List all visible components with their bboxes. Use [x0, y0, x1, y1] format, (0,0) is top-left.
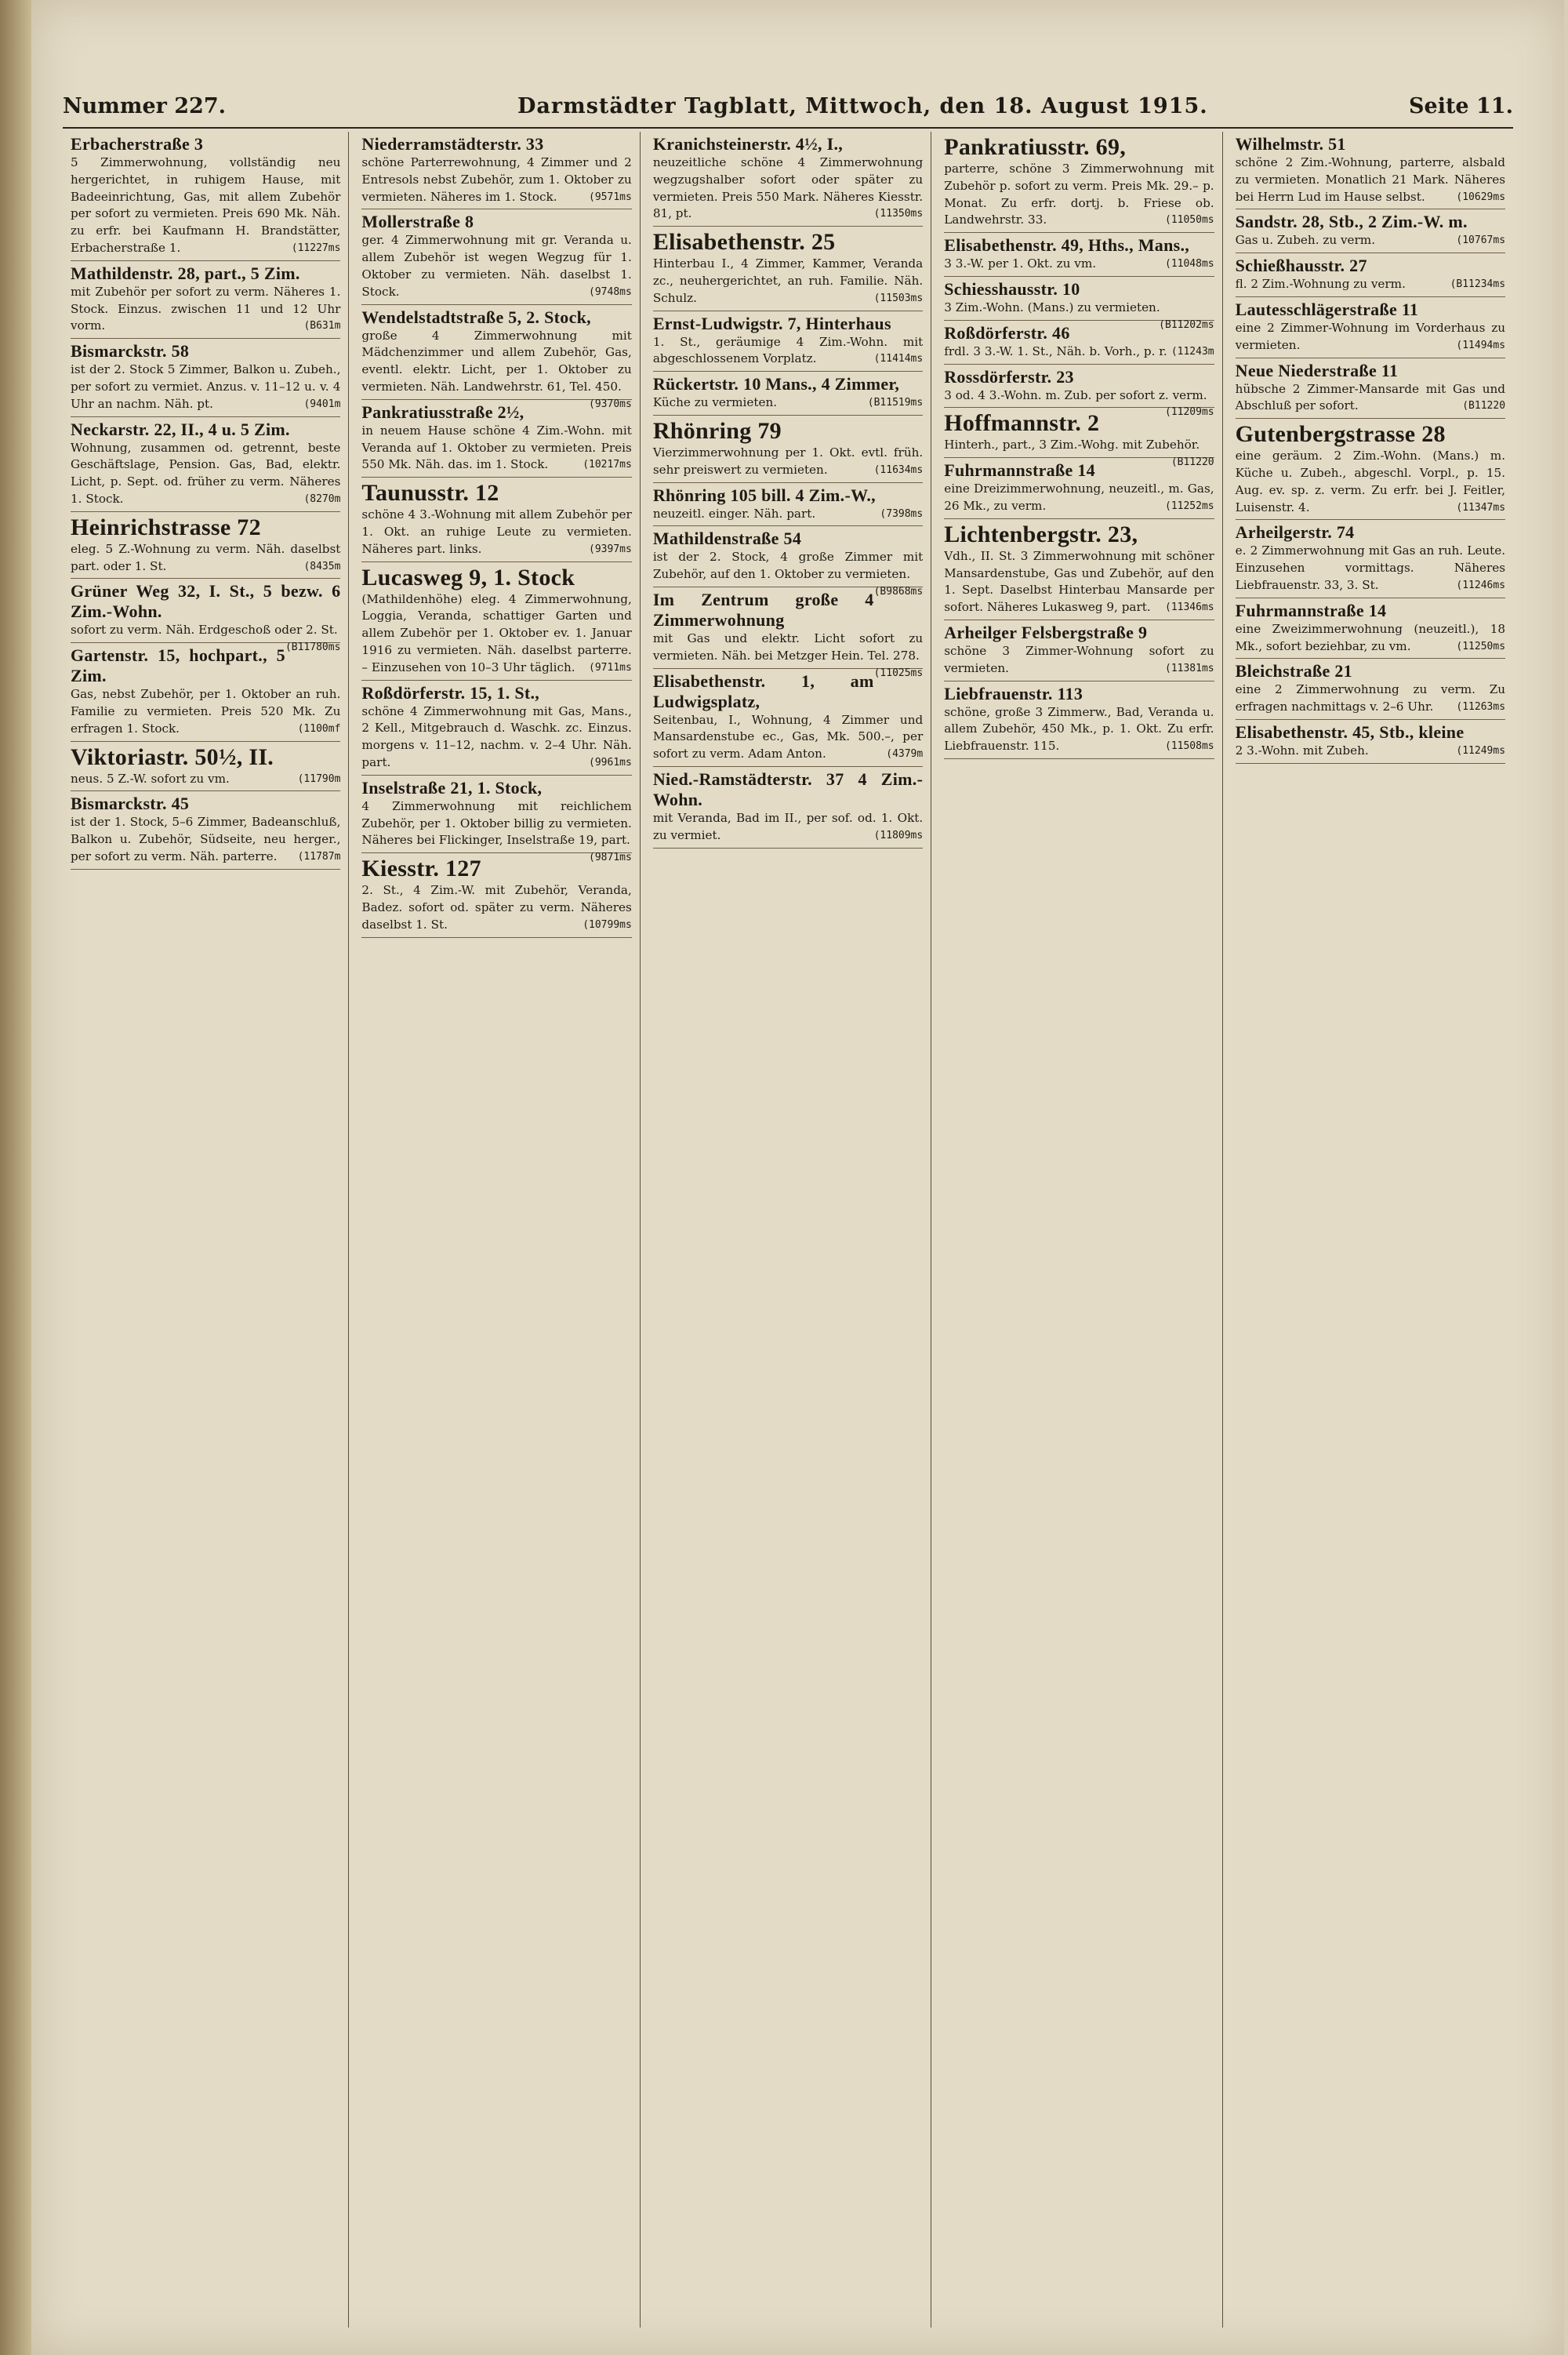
- ad-heading: Rhönring 105 bill. 4 Zim.-W.,: [652, 485, 876, 505]
- ad-text: mit Gas und elektr. Licht sofort zu vermieten. Näh. bei Metzger Hein. Tel. 278.: [652, 631, 924, 663]
- ad-text: Seitenbau, I., Wohnung, 4 Zimmer und Mansardenstube ec., Gas, Mk. 500.–, per sofort zu verm. Adam Anton.: [652, 712, 924, 761]
- ad-text: (Mathildenhöhe) eleg. 4 Zimmerwohnung, Loggia, Veranda, schattiger Garten und allem Zubehör per 1. Oktober ev. 1. Januar 1916 zu vermieten. Näh. daselbst parterre. – Einzusehen von 10–3 Uhr täglich.: [361, 591, 632, 674]
- ad-code: (10767ms: [1456, 234, 1506, 247]
- ad-heading: Neue Niederstraße 11: [1235, 360, 1399, 380]
- book-binding: [0, 0, 31, 2355]
- ad-heading: Fuhrmannstraße 14: [1235, 600, 1387, 620]
- classified-ad: [1236, 598, 1505, 660]
- classified-ad: [653, 227, 923, 311]
- ad-text: neus. 5 Z.-W. sofort zu vm.: [71, 771, 230, 786]
- ad-text: ger. 4 Zimmerwohnung mit gr. Veranda u. allem Zubehör ist wegen Wegzug für 1. Oktober zu vermieten. Näh. daselbst 1. Stock.: [361, 233, 632, 299]
- ad-heading: Viktoriastr. 50½, II.: [71, 743, 274, 770]
- ad-code: (11249ms: [1456, 744, 1506, 757]
- ad-text: eine Zweizimmerwohnung (neuzeitl.), 18 Mk., sofort beziehbar, zu vm.: [1235, 621, 1506, 653]
- ad-text: eine Dreizimmerwohnung, neuzeitl., m. Gas, 26 Mk., zu verm.: [944, 482, 1214, 513]
- ad-text: Vierzimmerwohnung per 1. Okt. evtl. früh. sehr preiswert zu vermieten.: [652, 445, 924, 477]
- ad-code: (11243m: [1171, 345, 1214, 358]
- ad-text: 3 3.-W. per 1. Okt. zu vm.: [944, 256, 1097, 271]
- ad-heading: Lautesschlägerstraße 11: [1235, 299, 1419, 319]
- ad-text: 3 Zim.-Wohn. (Mans.) zu vermieten.: [944, 300, 1160, 314]
- ad-text: mit Zubehör per sofort zu verm. Näheres 1. Stock. Einzus. zwischen 11 und 12 Uhr vorm.: [71, 284, 341, 333]
- ad-text: eleg. 5 Z.-Wohnung zu verm. Näh. daselbst part. oder 1. St.: [71, 541, 341, 573]
- classified-ad: [361, 562, 631, 681]
- ad-heading: Elisabethenstr. 25: [652, 229, 836, 256]
- ad-heading: Rückertstr. 10 Mans., 4 Zimmer,: [652, 374, 900, 394]
- ad-text: Hinterh., part., 3 Zim.-Wohg. mit Zubehör.: [944, 438, 1200, 452]
- classified-ad: [944, 681, 1214, 759]
- classified-ad: [1236, 659, 1505, 720]
- classified-ad: [71, 512, 340, 580]
- ad-code: (11246ms: [1456, 579, 1506, 591]
- ad-code: (10629ms: [1456, 191, 1506, 203]
- ad-heading: Rhönring 79: [652, 417, 782, 444]
- ad-text: schöne Parterrewohnung, 4 Zimmer und 2 Entresols nebst Zubehör, zum 1. Oktober zu vermieten. Näheres im 1. Stock.: [361, 155, 632, 204]
- ad-heading: Mathildenstraße 54: [652, 529, 802, 549]
- ad-text: schöne, große 3 Zimmerw., Bad, Veranda u. allem Zubehör, 450 Mk., p. 1. Okt. Zu erfr. Liebfrauenstr. 115.: [944, 704, 1214, 754]
- ad-code: (11508ms: [1165, 740, 1214, 753]
- ad-code: (11048ms: [1165, 258, 1214, 271]
- ad-code: (11494ms: [1456, 339, 1506, 351]
- ad-text: Wohnung, zusammen od. getrennt, beste Geschäftslage, Pension. Gas, Bad, elektr. Licht, p. Sept. od. früher zu verm. Näheres 1. Stock.: [71, 440, 341, 506]
- ad-heading: Gartenstr. 15, hochpart., 5 Zim.: [71, 645, 285, 686]
- classified-ad: [1236, 209, 1505, 253]
- ad-text: neuzeitl. einger. Näh. part.: [652, 506, 816, 521]
- column-2: [354, 132, 640, 2328]
- classified-ad: [71, 417, 340, 512]
- ad-heading: Kranichsteinerstr. 4½, I.,: [652, 134, 844, 154]
- classified-ad: [652, 526, 924, 598]
- ad-code: (11787m: [297, 850, 341, 863]
- classified-ad: [944, 132, 1214, 233]
- ad-code: (4379m: [886, 748, 924, 761]
- classified-ad: [1236, 297, 1505, 358]
- classified-ad: [944, 365, 1214, 419]
- column-4: [936, 132, 1222, 2328]
- classified-ad: [361, 132, 631, 209]
- ad-text: 2. St., 4 Zim.-W. mit Zubehör, Veranda, Badez. sofort od. später zu verm. Näheres daselbst 1. St.: [361, 883, 632, 932]
- ad-code: (9961ms: [589, 756, 632, 769]
- ad-code: (11252ms: [1165, 500, 1214, 512]
- ad-code: (B11220: [1171, 456, 1214, 469]
- classified-ad: [1236, 132, 1505, 209]
- ad-heading: Liebfrauenstr. 113: [944, 683, 1083, 703]
- ad-text: Vdh., II. St. 3 Zimmerwohnung mit schöner Mansardenstube, Gas und Zubehör, auf den 1. Sept. Daselbst Hinterbau Mansarde per sofort. Näheres Lukasweg 9, part.: [944, 548, 1214, 615]
- ad-heading: Hoffmannstr. 2: [944, 410, 1100, 437]
- ad-text: ist der 2. Stock, 4 große Zimmer mit Zubehör, auf den 1. Oktober zu vermieten.: [652, 550, 924, 582]
- ad-code: (11209ms: [1165, 406, 1214, 419]
- classified-ad: [71, 643, 340, 741]
- ad-heading: Neckarstr. 22, II., 4 u. 5 Zim.: [71, 419, 290, 439]
- ad-text: Gas u. Zubeh. zu verm.: [1235, 233, 1376, 248]
- column-1: [63, 132, 349, 2328]
- ad-heading: Bismarckstr. 58: [71, 341, 190, 362]
- ad-code: (9397ms: [589, 543, 632, 555]
- ad-code: (8270m: [303, 492, 341, 505]
- ad-text: schöne 4 3.-Wohnung mit allem Zubehör per 1. Okt. an ruhige Leute zu vermieten. Näheres part. links.: [361, 507, 632, 556]
- ad-text: mit Veranda, Bad im II., per sof. od. 1. Okt. zu vermiet.: [652, 810, 924, 842]
- ad-code: (9370ms: [589, 398, 632, 410]
- classified-ad: [71, 742, 340, 792]
- ad-code: (11790m: [297, 772, 341, 785]
- ad-text: in neuem Hause schöne 4 Zim.-Wohn. mit Veranda auf 1. Oktober zu vermieten. Preis 550 Mk. Näh. das. im 1. Stock.: [361, 423, 632, 472]
- classified-ad: [71, 579, 341, 654]
- ad-heading: Ernst-Ludwigstr. 7, Hinterhaus: [652, 313, 891, 333]
- ad-heading: Heinrichstrasse 72: [71, 514, 261, 540]
- ad-heading: Lucasweg 9, 1. Stock: [361, 564, 575, 591]
- ad-code: (11809ms: [873, 829, 924, 841]
- ad-heading: Kiesstr. 127: [361, 856, 481, 882]
- classified-ad: [1236, 720, 1505, 764]
- ad-code: (9571ms: [589, 191, 632, 203]
- ad-heading: Mollerstraße 8: [361, 212, 474, 232]
- ad-heading: Erbacherstraße 3: [71, 134, 204, 154]
- page-number: Seite 11.: [1409, 94, 1513, 118]
- ad-code: (7398ms: [880, 507, 924, 520]
- classified-ad: [1236, 520, 1505, 598]
- ad-heading: Elisabethenstr. 49, Hths., Mans.,: [944, 235, 1190, 256]
- ad-code: (B631m: [303, 320, 341, 333]
- ad-code: (8435m: [303, 560, 341, 572]
- ad-text: 1. St., geräumige 4 Zim.-Wohn. mit abgeschlossenem Vorplatz.: [652, 334, 924, 366]
- ad-text: ist der 1. Stock, 5–6 Zimmer, Badeanschluß, Balkon u. Zubehör, Südseite, neu herger., per sofort zu verm. Näh. parterre.: [71, 815, 341, 863]
- ad-text: 2 3.-Wohn. mit Zubeh.: [1235, 743, 1369, 758]
- ad-heading: Mathildenstr. 28, part., 5 Zim.: [71, 263, 300, 283]
- ad-heading: Rossdörferstr. 23: [944, 366, 1074, 387]
- ad-text: eine geräum. 2 Zim.-Wohn. (Mans.) m. Küche u. Zubeh., abgeschl. Vorpl., p. 15. Aug. ev. sp. z. verm. Zu erfr. bei J. Feitler, Luisenstr. 4.: [1235, 449, 1506, 514]
- ad-heading: Elisabethenstr. 1, am Ludwigsplatz,: [652, 671, 874, 711]
- classified-ad: [71, 791, 340, 869]
- ad-code: (9711ms: [589, 661, 632, 674]
- ad-heading: Sandstr. 28, Stb., 2 Zim.-W. m.: [1235, 212, 1468, 232]
- ad-heading: Gutenbergstrasse 28: [1235, 421, 1446, 448]
- classified-ad: [71, 339, 340, 416]
- ad-heading: Niederramstädterstr. 33: [361, 134, 544, 154]
- ad-code: (11381ms: [1165, 662, 1214, 674]
- ad-heading: Pankratiusstr. 69,: [944, 134, 1127, 160]
- ad-code: (11227ms: [291, 242, 341, 254]
- column-3: [645, 132, 931, 2328]
- ad-code: (9401m: [303, 398, 341, 410]
- classified-ad: [944, 519, 1214, 620]
- classified-ad: [71, 132, 340, 261]
- ad-heading: Arheilger Felsbergstraße 9: [944, 622, 1148, 642]
- classified-ad: [653, 669, 923, 767]
- ad-heading: Pankratiusstraße 2½,: [361, 402, 524, 422]
- classified-ad: [653, 311, 923, 373]
- ad-heading: Fuhrmannstraße 14: [944, 460, 1095, 481]
- ad-columns: [63, 132, 1513, 2328]
- ad-text: eine 2 Zimmer-Wohnung im Vorderhaus zu vermieten.: [1235, 320, 1506, 352]
- classified-ad: [653, 767, 923, 849]
- ad-heading: Wendelstadtstraße 5, 2. Stock,: [361, 307, 591, 327]
- classified-ad: [1236, 419, 1505, 520]
- ad-code: (9748ms: [589, 285, 632, 298]
- ad-heading: Bleichstraße 21: [1235, 661, 1352, 681]
- classified-ad: [653, 483, 923, 527]
- ad-code: (9871ms: [589, 852, 632, 864]
- ad-heading: Lichtenbergstr. 23,: [944, 521, 1138, 547]
- ad-text: sofort zu verm. Näh. Erdgeschoß oder 2. St.: [71, 623, 338, 638]
- ad-heading: Grüner Weg 32, I. St., 5 bezw. 6 Zim.-Wohn.: [71, 581, 341, 622]
- ad-heading: Im Zentrum große 4 Zimmerwohnung: [652, 589, 874, 630]
- classified-ad: [361, 681, 631, 776]
- page-header: [63, 88, 1513, 129]
- ad-code: (11050ms: [1165, 214, 1214, 227]
- classified-ad: [1236, 358, 1505, 420]
- ad-code: (11346ms: [1165, 601, 1214, 614]
- ad-code: (10217ms: [583, 459, 632, 471]
- ad-heading: Schießhausstr. 27: [1235, 256, 1367, 276]
- ad-heading: Roßdörferstr. 15, 1. St.,: [361, 682, 540, 703]
- ad-text: Küche zu vermieten.: [652, 395, 778, 410]
- classified-ad: [71, 261, 340, 339]
- column-5: [1228, 132, 1513, 2328]
- ad-code: (B9868ms: [873, 585, 924, 598]
- ad-heading: Bismarckstr. 45: [71, 794, 190, 814]
- masthead: Darmstädter Tagblatt, Mittwoch, den 18. August 1915.: [517, 94, 1208, 118]
- ad-code: (B11519ms: [867, 397, 924, 409]
- ad-text: hübsche 2 Zimmer-Mansarde mit Gas und Abschluß per sofort.: [1235, 381, 1506, 413]
- ad-code: (1100mf: [297, 722, 341, 735]
- ad-text: schöne 4 Zimmerwohnung mit Gas, Mans., 2 Kell., Mitgebrauch d. Waschk. zc. Einzus. morgens v. 11–12, nachm. v. 2–4 Uhr. Näh. part.: [361, 703, 632, 769]
- ad-heading: Nied.-Ramstädterstr. 37 4 Zim.-Wohn.: [652, 769, 924, 809]
- issue-number: Nummer 227.: [63, 94, 227, 118]
- ad-code: (B11220: [1462, 400, 1506, 412]
- ad-code: (11634ms: [873, 463, 924, 476]
- ad-text: e. 2 Zimmerwohnung mit Gas an ruh. Leute. Einzusehen vormittags. Näheres Liebfrauenstr. 33, 3. St.: [1235, 543, 1506, 592]
- classified-ad: [653, 372, 923, 416]
- ad-code: (11503ms: [873, 292, 924, 304]
- classified-ad: [653, 132, 923, 227]
- ad-text: parterre, schöne 3 Zimmerwohnung mit Zubehör p. sofort zu verm. Preis Mk. 29.– p. Monat. Zu erfr. dortj. b. Friese ob. Landwehrstr. 33.: [944, 162, 1214, 227]
- ad-text: ist der 2. Stock 5 Zimmer, Balkon u. Zubeh., per sofort zu vermiet. Anzus. v. 11–12 u. v. 4 Uhr an nachm. Näh. pt.: [71, 362, 341, 411]
- ad-heading: Elisabethenstr. 45, Stb., kleine: [1235, 721, 1465, 742]
- ad-code: (11350ms: [873, 208, 924, 220]
- ad-heading: Roßdörferstr. 46: [944, 322, 1070, 343]
- classified-ad: [361, 776, 632, 864]
- ad-text: eine 2 Zimmerwohnung zu verm. Zu erfragen nachmittags v. 2–6 Uhr.: [1235, 682, 1506, 714]
- classified-ad: [361, 305, 632, 410]
- ad-code: (11263ms: [1456, 701, 1506, 714]
- ad-heading: Taunusstr. 12: [361, 480, 499, 507]
- ad-code: (10799ms: [583, 918, 632, 931]
- classified-ad: [1236, 253, 1505, 297]
- ad-text: frdl. 3 3.-W. 1. St., Näh. b. Vorh., p. r.: [944, 343, 1167, 358]
- ad-text: schöne 3 Zimmer-Wohnung sofort zu vermieten.: [944, 643, 1214, 675]
- ad-text: 5 Zimmerwohnung, vollständig neu hergerichtet, in ruhigem Hause, mit Badeeinrichtung, Gas, mit allem Zubehör per sofort zu vermieten. Preis 690 Mk. Näh. zu erfr. bei Kaufmann H. Brandstätter, Erbacherstraße 1.: [71, 155, 341, 255]
- ad-code: (11025ms: [873, 667, 924, 679]
- ad-text: 4 Zimmerwohnung mit reichlichem Zubehör, per 1. Oktober billig zu vermieten. Näheres bei Flickinger, Inselstraße 19, part.: [361, 798, 632, 848]
- classified-ad: [653, 416, 923, 483]
- ad-code: (B11780ms: [285, 641, 341, 654]
- ad-code: (11250ms: [1456, 640, 1506, 652]
- ad-heading: Wilhelmstr. 51: [1235, 134, 1346, 154]
- ad-code: (B11234ms: [1450, 278, 1506, 291]
- ad-text: große 4 Zimmerwohnung mit Mädchenzimmer und allem Zubehör, Gas, eventl. elektr. Licht, per 1. Oktober zu vermieten. Näh. Landwehrstr. 61, Tel. 450.: [361, 328, 632, 394]
- ad-text: neuzeitliche schöne 4 Zimmerwohnung wegzugshalber sofort oder später zu vermieten. Preis 550 Mark. Näheres Kiesstr. 81, pt.: [652, 155, 924, 221]
- ad-text: Hinterbau I., 4 Zimmer, Kammer, Veranda zc., neuhergerichtet, an ruh. Familie. Näh. Schulz.: [652, 256, 924, 305]
- ad-heading: Schiesshausstr. 10: [944, 278, 1080, 299]
- ad-heading: Inselstraße 21, 1. Stock,: [361, 777, 543, 798]
- ad-code: (11414ms: [873, 353, 924, 365]
- ad-heading: Arheilgerstr. 74: [1235, 522, 1355, 543]
- classified-ad: [944, 233, 1214, 277]
- ad-text: fl. 2 Zim.-Wohnung zu verm.: [1235, 277, 1406, 292]
- classified-ad: [944, 277, 1214, 331]
- ad-code: (11347ms: [1456, 501, 1506, 514]
- ad-text: Gas, nebst Zubehör, per 1. Oktober an ruh. Familie zu vermieten. Preis 520 Mk. Zu erfragen 1. Stock.: [71, 687, 341, 736]
- ad-text: schöne 2 Zim.-Wohnung, parterre, alsbald zu vermieten. Monatlich 21 Mark. Näheres bei Herrn Lud im Hause selbst.: [1235, 155, 1506, 204]
- classified-ad: [944, 620, 1214, 681]
- classified-ad: [361, 478, 631, 561]
- ad-code: (B11202ms: [1159, 318, 1214, 331]
- ad-text: 3 od. 4 3.-Wohn. m. Zub. per sofort z. verm.: [944, 387, 1207, 402]
- classified-ad: [361, 209, 631, 304]
